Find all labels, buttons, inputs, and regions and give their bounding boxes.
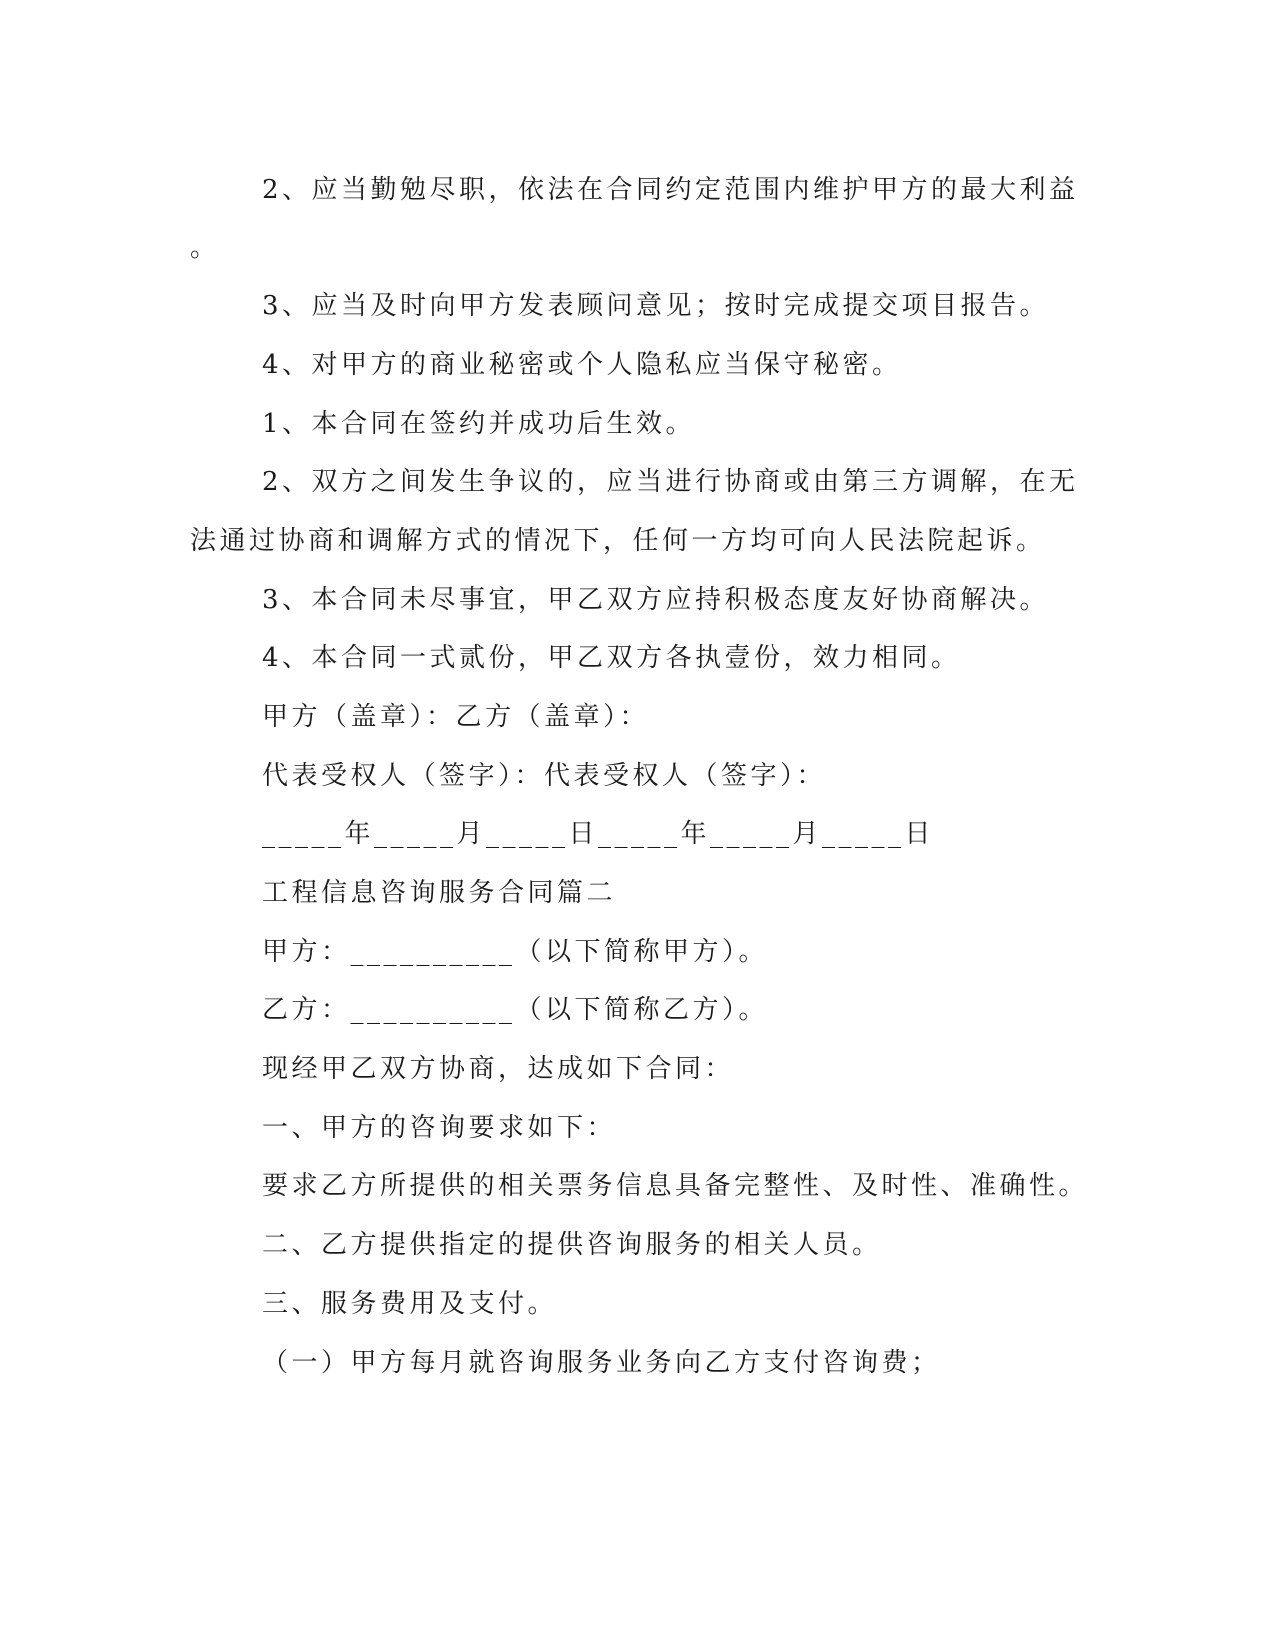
clause-heading: 三、服务费用及支付。 bbox=[262, 1289, 558, 1319]
clause-line: 4、对甲方的商业秘密或个人隐私应当保守秘密。 bbox=[262, 350, 902, 380]
clause-line: 4、本合同一式贰份，甲乙双方各执壹份，效力相同。 bbox=[262, 643, 961, 673]
clause-line-continuation: 。 bbox=[190, 233, 220, 263]
clause-line: 要求乙方所提供的相关票务信息具备完整性、及时性、准确性。 bbox=[262, 1171, 1089, 1201]
party-b-line: 乙方：__________（以下简称乙方）。 bbox=[262, 995, 769, 1025]
preamble-line: 现经甲乙双方协商，达成如下合同： bbox=[262, 1054, 735, 1084]
clause-line: 1、本合同在签约并成功后生效。 bbox=[262, 409, 696, 439]
section-title: 工程信息咨询服务合同篇二 bbox=[262, 878, 617, 908]
signature-line: 代表受权人（签字）：代表受权人（签字）： bbox=[262, 761, 827, 791]
party-a-line: 甲方：__________（以下简称甲方）。 bbox=[262, 937, 769, 967]
seal-line: 甲方（盖章）：乙方（盖章）： bbox=[262, 702, 650, 732]
clause-heading: 二、乙方提供指定的提供咨询服务的相关人员。 bbox=[262, 1230, 882, 1260]
clause-line: 2、双方之间发生争议的，应当进行协商或由第三方调解，在无 bbox=[262, 467, 1079, 497]
clause-line: 3、本合同未尽事宜，甲乙双方应持积极态度友好协商解决。 bbox=[262, 585, 1050, 615]
clause-line: 3、应当及时向甲方发表顾问意见；按时完成提交项目报告。 bbox=[262, 291, 1050, 321]
clause-line-continuation: 法通过协商和调解方式的情况下，任何一方均可向人民法院起诉。 bbox=[190, 526, 1046, 556]
clause-line: （一）甲方每月就咨询服务业务向乙方支付咨询费； bbox=[262, 1348, 941, 1378]
clause-line: 2、应当勤勉尽职，依法在合同约定范围内维护甲方的最大利益 bbox=[262, 175, 1079, 205]
clause-heading: 一、甲方的咨询要求如下： bbox=[262, 1113, 617, 1143]
date-line: _____年_____月_____日_____年_____月_____日 bbox=[262, 819, 935, 849]
